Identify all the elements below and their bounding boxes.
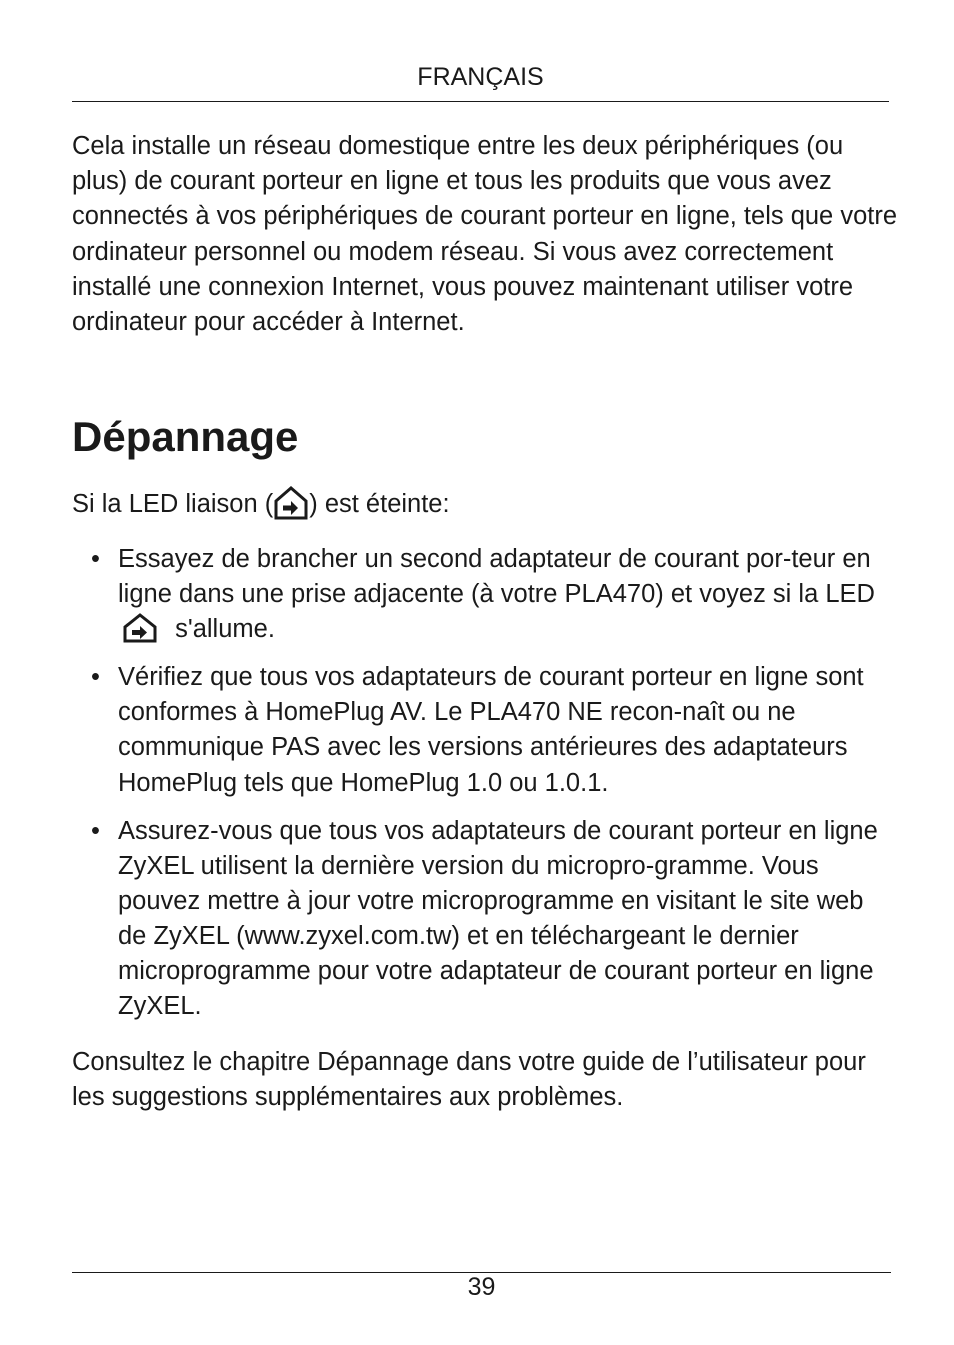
led-line-text-before: Si la LED liaison (	[72, 490, 274, 518]
list-item-text-after: s'allume.	[168, 615, 275, 644]
home-link-led-icon	[273, 485, 309, 521]
list-item-text: Vérifiez que tous vos adaptateurs de courant porteur en ligne sont conformes à HomePlug AV. Le PLA470 NE recon-naît ou ne communique PAS avec les versions antérieures des adaptateurs HomePlug tels que HomePlug 1.0 ou 1.0.1.	[118, 663, 864, 797]
page-header-language: FRANÇAIS	[417, 63, 544, 91]
home-link-led-icon	[122, 612, 158, 644]
bullet-mark: •	[91, 816, 100, 845]
list-item	[72, 814, 892, 1025]
list-item-text-before: Essayez de brancher un second adaptateur de courant por-teur en ligne dans une prise adjacente (à votre PLA470) et voyez si la LED	[118, 545, 875, 609]
list-item	[72, 542, 892, 647]
led-status-line	[72, 487, 892, 523]
intro-paragraph: Cela installe un réseau domestique entre les deux périphériques (ou plus) de courant porteur en ligne et tous les produits que vous avez connectés à vos périphériques de courant porteur en ligne, tels que votre ordinateur personnel ou modem réseau. Si vous avez correctement installé une connexion Internet, vous pouvez maintenant utiliser votre ordinateur pour accéder à Internet.	[72, 132, 898, 337]
list-item-text: Assurez-vous que tous vos adaptateurs de courant porteur en ligne ZyXEL utilisent la dernière version du micropro-gramme. Vous pouvez mettre à jour votre microprogramme en visitant le site web de ZyXEL (www.zyxel.com.tw) et en téléchargeant le dernier microprogramme pour votre adaptateur de courant porteur en ligne ZyXEL.	[118, 816, 878, 1021]
page-number: 39	[467, 1273, 496, 1301]
led-line-text-after: ) est éteinte:	[309, 490, 450, 518]
header-divider	[72, 101, 889, 102]
troubleshooting-list	[72, 542, 892, 1037]
closing-paragraph: Consultez le chapitre Dépannage dans votre guide de l’utilisateur pour les suggestions supplémentaires aux problèmes.	[72, 1048, 866, 1112]
section-title: Dépannage	[72, 413, 299, 460]
list-item	[72, 660, 892, 800]
bullet-mark: •	[91, 545, 100, 573]
bullet-mark: •	[91, 663, 100, 692]
